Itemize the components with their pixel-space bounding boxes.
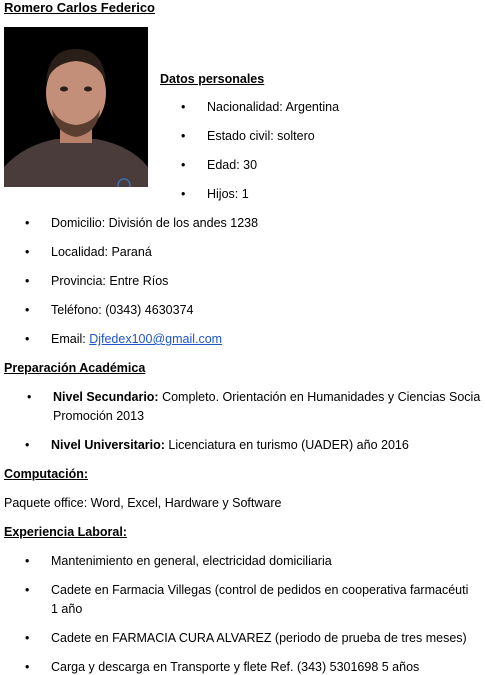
personal-age: • Edad: 30 (207, 158, 257, 172)
person-portrait-icon (4, 27, 148, 187)
personal-heading: Datos personales (160, 72, 265, 86)
personal-nationality: • Nacionalidad: Argentina (207, 100, 339, 114)
personal-children: • Hijos: 1 (207, 187, 249, 201)
contact-locality: • Localidad: Paraná (51, 245, 152, 259)
academic-secondary-line2: Promoción 2013 (53, 409, 145, 423)
secondary-text: Completo. Orientación en Humanidades y Ciencias Socia (158, 390, 481, 404)
work-item-transport: • Carga y descarga en Transporte y flete Ref. (343) 5301698 5 años (51, 660, 419, 674)
personal-civil-status: • Estado civil: soltero (207, 129, 315, 143)
academic-secondary (53, 390, 480, 404)
contact-email-row (51, 332, 222, 346)
university-text: Licenciatura en turismo (UADER) año 2016 (164, 438, 409, 452)
work-item-villegas: • Cadete en Farmacia Villegas (control de pedidos en cooperativa farmacéuti (51, 583, 468, 597)
university-label: Nivel Universitario: (51, 438, 165, 452)
email-link[interactable]: Djfedex100@gmail.com (89, 332, 223, 346)
work-item-villegas-line2: 1 año (51, 602, 83, 616)
academic-heading: Preparación Académica (4, 361, 146, 375)
cv-name: Romero Carlos Federico (4, 0, 155, 15)
computing-text: Paquete office: Word, Excel, Hardware y Software (4, 496, 282, 510)
profile-photo (4, 27, 148, 187)
work-heading: Experiencia Laboral: (4, 525, 127, 539)
work-item-maintenance: • Mantenimiento en general, electricidad domiciliaria (51, 554, 332, 568)
email-label: Email: (51, 332, 90, 346)
computing-heading: Computación: (4, 467, 89, 481)
contact-address: • Domicilio: División de los andes 1238 (51, 216, 258, 230)
academic-university (51, 438, 409, 452)
contact-phone: • Teléfono: (0343) 4630374 (51, 303, 193, 317)
contact-province: • Provincia: Entre Ríos (51, 274, 168, 288)
work-item-cura-alvarez: • Cadete en FARMACIA CURA ALVAREZ (periodo de prueba de tres meses) (51, 631, 467, 645)
secondary-label: Nivel Secundario: (53, 390, 159, 404)
